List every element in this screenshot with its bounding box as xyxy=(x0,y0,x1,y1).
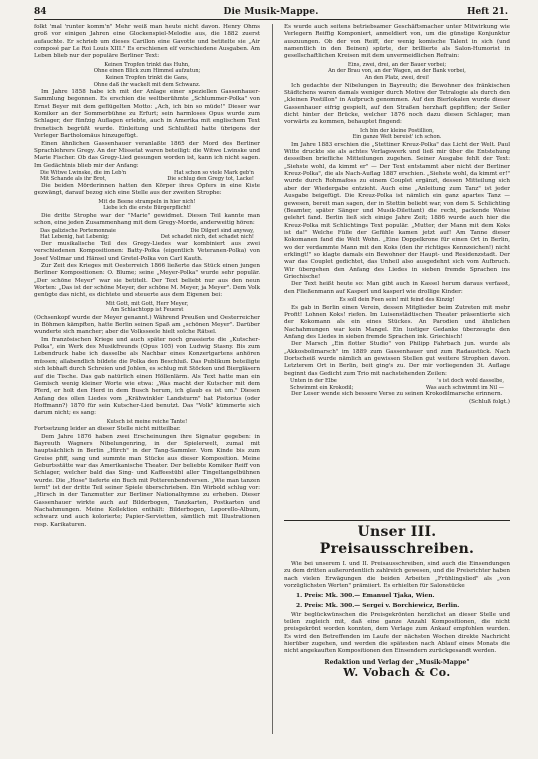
verse-block xyxy=(34,228,260,235)
paragraph: Einen ähnlichen Gassenhauer veranlaßte 1865 der Mord des Berliner Sprachlehrers Gregy. An der Missetat waren beteiligt: die Witwe Lwinske und Marie Fischer. Ob das Gregy-Lied gesungen worden ist, kann ich nicht sagen. Im Gedächtnis blieb mir der Anfang: xyxy=(34,140,260,169)
paragraph: (Ochsenkopf wurde der Meyer genannt.) Während Preußen und Oesterreicher in Böhmen kämpften, hatte Berlin seinen Spaß am „schönen Meyer". Darüber wunderte sich mancher; aber die Volksseele hielt solche Rätsel. xyxy=(34,314,260,336)
header-rule xyxy=(34,19,508,20)
verse-line: Unten in der Elbe xyxy=(290,378,337,384)
left-column xyxy=(34,24,260,734)
column-divider xyxy=(272,24,273,734)
contest-body xyxy=(284,561,510,656)
paragraph: Die beiden Mörderinnen hatten den Körper ihres Opfers in eine Kiste gezwängt, darauf bezog sich eine Stelle aus der zweiten Strophe: xyxy=(34,183,260,197)
verse-line: Ein ganze Welt bereist' ich schon. xyxy=(352,134,442,141)
verse-line: Am Schlachtopp ist Feuerst xyxy=(110,307,184,314)
paragraph: Der musikalische Teil des Gregy-Liedes war kombiniert aus zwei verschiedenen Kompositionen: Batty-Polka (eigentlich Veteranen-Polka) von Josef Vollmar und Hänsel und Gretel-Polka von Carl Kauth. xyxy=(34,240,260,262)
publisher-name: W. Vobach & Co. xyxy=(343,665,451,679)
magazine-title: Die Musik-Mappe. xyxy=(223,7,319,17)
verse-line: Die Witwe Lwinske, die im Leb'n xyxy=(40,169,127,176)
verse-line: Ich bin der kleine Postillion, xyxy=(360,127,434,134)
right-column xyxy=(284,24,510,514)
issue-number: Heft 21. xyxy=(466,7,508,17)
paragraph: Wie bei unserem I. und II. Preisausschreiben, sind auch die Einsendungen zu dem dritten außerordentlich zahlreich gewesen, und die Preisrichter haben nach vielen Erwägungen die beiden Arbeiten „Frühlingslied" als „von vorzüglichsten Werten" prämiiert. Es erhielten für Salonstücke xyxy=(284,561,510,590)
verse-line: Die schlug den Gregy tot, Lacke! xyxy=(167,176,254,183)
paragraph: Der Marsch „Ein flotter Studio" von Philipp Fahrbach jun. wurde als „Akkosbolimarsch" im 1889 zum Gassenhauer und zum Radaustück. Nach Dortscheiß wurde nämlich an gewissen Stellen gut weitere Strophen davon. Letzterem Ort in Berlin, beit ging's zu. Der mir vorliegenden 3t. Auflage beginnt das Gedicht zum Trio mit nachstehenden Zeilen: xyxy=(284,341,510,377)
continued-note: (Schluß folgt.) xyxy=(468,398,510,405)
paragraph: Im Jahre 1858 habe ich mit der Anlage einer speziellen Gassenhauer-Sammlung begonnen. Es erschien die weltberühmte „Schlummer-Polka" von Ernst Beyer mit dem geflügelten Motto: „Ach, ich bin so müde!" Dieser war Komiker an der Sommerbühne zu Erfurt; sein harmloses Opus wurde zum Schlager, der fünfzig Auflagen erlebte, auch in Amerika mit englischem Text frenetisch begrüßt wurde. Einleitung und Schlußteil hatte übrigens der Verleger Bartholomäus hinzugefügt. xyxy=(34,89,260,140)
paragraph: Im französischen Kriege und auch später noch grassierte die „Kutscher-Polka", ein Werk des Musikfreunds (Opus 105) von Ludwig Stasny. Bis zum Lebendruck habe ich dasselbe als Nachbar eines Konzertgartens anhören müssen; allabendlich bildete die Polka den Beschluß. Das Publikum beteiligte sich lebhaft durch Schreien und Johlen, es schlug mit Stöcken und Biergläsern auf die Tische. Das gab natürlich einen Höllenlärm. Als Text hatte man ein Gemisch wenig kleiner Worte wie etwa: „Was macht der Kutscher mit dem Pferd, er holt den Herd in dem Busch herum, ich glaub es ist um." Diesen Anfang des ollen Liedes vom „Krähwinkler Landsturm" hat Pistorius (oder Hoffmann?) 1870 für sein Kutscher-Lied benutzt. Das "Volk" kümmerte sich darum nicht; es sang: xyxy=(34,336,260,417)
paragraph: Ich gedachte der Nibelungen in Bayreuth; die Bewohner des fränkischen Städtchens waren damals weniger durch Motive der Tetralogie als durch den „kleinen Postillon" in Aufpruch genommen. Auf den Bierlokalen wurde dieser Gassenhauer eifrig gespielt, auf den Straßen herzhaft gepfiffen; der Seiler dicht hinter der Brücke, welcher 1876 noch dazu diesen Schlager, man vorwärts zu kommen, behauptet fingend: xyxy=(284,82,510,126)
verse-line: Mit Schande als ihr Brot, xyxy=(40,176,107,183)
verse-block xyxy=(284,62,510,82)
contest-announcement xyxy=(284,520,510,749)
verse-block xyxy=(34,234,260,241)
prize-line: 1. Preis: Mk. 300.— Emanuel Tjaka, Wien. xyxy=(296,592,435,600)
verse-line: Liebe ich die erste Bürgerpflicht! xyxy=(103,205,191,212)
verse-block xyxy=(34,62,260,88)
paragraph: Der Text heißt heute so: Man gibt auch in Kassel herum daraus verfasst, den Fließenmann auf Kasperl und kasperl wie drollige Kinder: xyxy=(284,281,510,295)
verse-line: An der Brau von, an der Wagen, an der Bank vorbei, xyxy=(328,68,466,75)
verse-block xyxy=(34,170,260,177)
verse-block xyxy=(34,176,260,183)
prize-line: 2. Preis: Mk. 300.— Sergei v. Borchiewicz, Berlin. xyxy=(296,601,460,609)
paragraph: Der Leser wende sich bessere Verse zu seinen Krokodilmarsche erinnern. xyxy=(291,391,503,398)
page-header xyxy=(34,6,508,18)
verse-line: Det schadet nich, det schadet nich! xyxy=(160,234,254,241)
verse-line: Was auch schwimmt im Nil — xyxy=(425,384,504,391)
verse-line: Ohne daß ihr wackelt mit dem Schwanz. xyxy=(93,81,201,88)
verse-line: Mit de Beene strampeln in hier nich! xyxy=(98,198,196,205)
verse-line: An den Platz, zwei, drei! xyxy=(364,74,430,81)
verse-line: Eins, zwei, drei, an der Bauer vorbei; xyxy=(347,61,447,68)
paragraph: folkt 'mal 'runter komm'n" Mehr weiß man heute nicht davon. Henry Ohms groß vor einigen Jahren eine Glockenspiel-Melodie aus, die 1882 zuerst aufauchte. Er schrieb um dieses Carillon eine Gavotte und betitelte sie „Air composé par Le Roi Louis XIII." Es erschienen elf verschiedene Ausgaben. Am Leben blieb nur der populäre Berliner Text: xyxy=(34,24,260,60)
paragraph: Die dritte Strophe war der "Marie" gewidmet. Diesen Teil kannte man schon, eine jeden Zusammenhang mit dem Gregy-Morde, anderweitig hören: xyxy=(34,212,260,227)
page-number: 84 xyxy=(34,7,47,17)
paragraph: Im Jahre 1883 erschien die „Stettiner Kreuz-Polka" das Licht der Welt. Paul Witte druckte sie als achtes Verlagswerk und ließ mir über die Entstehung desselben briefliche Mitteilungen zugehen. Seiner Ausgabe fehlt der Text: „Siehste wohl, da kimmt er" — Der Text entstammt aber nicht der Berliner Kreuz-Polka", die als Nach-Auflag 1887 erschien. „Siehste wohl, da kimmt er!" wurde durch Rohmafoss zu einem Couplet ergänzt, dessen Mitteilung sich aber der Wiedergabe entzieht. Auch eine „Anleitung zum Tanz" ist jeder Ausgabe beigefügt. Die Kreuz-Polka ist nämlich ein ganz apartes Tanz — gewesen, bereit man sagen, der in Stettin beliebt war, von dem S. Schlichting (Beamter, später Sänger und Musik-Dilettant) die recht, packende Weise gelehrt fand. Berlin ließ sich einige Jahre Zeit; 1886 wurde auch hier die Kreuz-Polka mit Schlichtings Text populär. „Mutter, der Mann mit dem Koks ist da!" Welche Fülle der Gefühle kamen jetzt auf! Am Tanne dieser Kokomanen fand die Welt Wohn. „Eine Doppelkrone für einen Ort in Berlin, wo der verdammte Mann mit den Koks (den ihr richtiges Kennzeichen!) nicht erklingt!" so klagte damals ein Bewohner der Haupt- und Residenzstadt. Der war das Couplet gedichtet, das Unheil also ausgedehnt sich vom Aufbruch. Wir übergehen den Anfang des Liedes in sieben fremde Sprachen ins Griechische! xyxy=(284,141,510,280)
paragraph: Fortsetzung leider an dieser Stelle nicht mitteilbar. xyxy=(34,426,181,433)
verse-line: Hat Lebenig, hat Lebenig; xyxy=(40,234,110,241)
verse-line: Keinen Tropfen trinkt die Gans, xyxy=(105,74,189,81)
verse-block xyxy=(284,385,510,392)
verse-block xyxy=(284,378,510,385)
verse-line: Ohne einen Blick zum Himmel aufzutun; xyxy=(93,68,201,75)
verse-block xyxy=(34,301,260,314)
verse-line: Schwimmt ein Krokodil; xyxy=(290,384,354,391)
paragraph: Dem Jahre 1876 haben zwei Erscheinungen ihre Signatur gegeben: in Bayreuth Wagners Nibelungenring, in der Spielerwelt, zumal mit hauptsächlich in Berlin „Hirch" in der Tang-Sammler. Vom Kinde bis zum Greise pfiff, sang und summte man Stücke aus dieser Komposition. Meine Geburtsstätte war das Amerikanische Theater. Der beliebte Komiker Reiff von Schlager, welcher bald das Sing- und Kaffeestübl aller Tingeltangelbühnen wurde. Die „Hose" lieferte ein Buch mit Potterenbendversen. „Wie man tanzen lernt" ist der dritte Teil seiner Spiele überschrieben. Ein Wirbold schlug vor: „Hirsch in der Tanzmutter zur Berliner Nationalhymne zu erheben. Dieser Gassenhauer wirkte auch auf Bilderbogen, Tanzkarten, Postkarten und Nachahmungen. Meine Kollektion enthält: Bilderbogen, Leporello-Album, schwarz und auch kolorierte; Papier-Servietten, sämtlich mit Illustrationen resp. Karikaturen. xyxy=(34,433,260,528)
verse-line: Das galizische Portemonnaie xyxy=(40,227,116,234)
editorial-signature: Redaktion und Verlag der „Musik-Mappe" xyxy=(324,658,470,666)
paragraph: Wir beglückwünschen die Preisgekrönten herzlichst an dieser Stelle und teilen zugleich mit, daß eine ganze Anzahl Kompositionen, die nicht preisgekrönt worden konnten, dem Verlage zum Ankauf empfohlen wurden. Es wird den Betreffenden im Laufe der nächsten Wochen direkte Nachricht hierüber zugehen, und werden die spätesten nach Ablauf eines Monats die nicht angekauften Kompositionen den Einsendern zurückgesandt werden. xyxy=(284,611,510,655)
paragraph: Es gab in Berlin einen Verein, dessen Mitglieder beim Zutreten mit mehr Profit! Lohnen Koks! riefen. Im Luisenstädtischen Theater präsentierte sich der Kokomann als ein eines Stückes. An Parodien und ähnlichen Nachahmungen war kein Mangel. Ein lustiger Gedanke überzeugte den Anfang des Liedes in sieben fremde Sprachen ink. Griechisch! xyxy=(284,304,510,340)
contest-title: Unser III. Preisausschreiben. xyxy=(319,524,475,557)
paragraph: Zur Zeit des Krieges mit Oesterreich 1866 ließerte das Stück einen jungen Berliner Kompositionen: O. Blume; seine „Meyer-Polka" wurde sehr populär. „Der schöne Meyer" war sie betitelt. Der Text beliebt nur aus den neun Worten: „Das ist der schöne Meyer, der schöne M. Meyer, ja Meyer". Dem Volk genügte das nicht, es dichtete und steuerte aus dem Eigenen bei: xyxy=(34,262,260,299)
verse-block xyxy=(34,199,260,212)
verse-line: Kutsch ist meine reiche Tante! xyxy=(106,418,188,425)
paragraph: Es wurde auch seitens betriebsamer Geschäftsmacher unter Mitwirkung wie Verlegern Reiffig Komponiert, anmeldiert von, um die günstige Konjunktur auszuungen. Ob der von Reiff, der wenig komische Talent in sich (und namentlich in den Beinen) spürte, der brillierte als Salon-Humorist in gesellschaftlichen Kreisen mit dem unvermeidlichen Refrain: xyxy=(284,24,510,60)
verse-block xyxy=(284,128,510,141)
verse-line: 's ist doch wohl dasselbe, xyxy=(437,378,504,384)
verse-line: Es soll dein Feen sein! mit feind des Kinzig! xyxy=(339,296,455,303)
verse-line: Hat schon so viele Mark geb'n xyxy=(174,169,254,176)
verse-line: Keinen Tropfen trinkt das Huhn, xyxy=(104,61,190,68)
verse-line: Die Dilgerl sind anyway, xyxy=(190,227,254,234)
verse-line: Mit Gott, mit Gott, Herr Meyer, xyxy=(105,300,189,307)
